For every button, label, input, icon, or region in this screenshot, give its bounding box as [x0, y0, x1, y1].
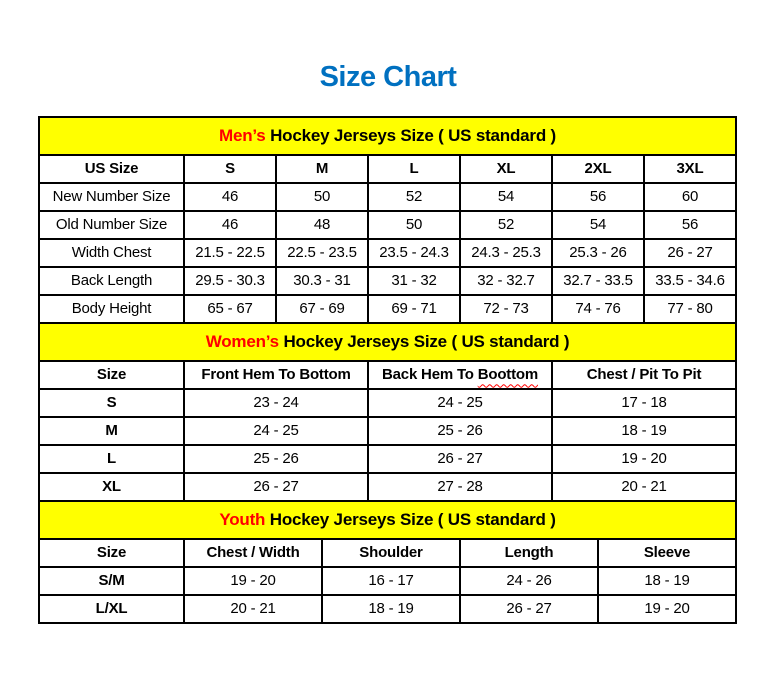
value-cell: 48: [276, 211, 368, 239]
row-label: Back Length: [39, 267, 184, 295]
value-cell: 72 - 73: [460, 295, 552, 323]
row-label: S: [39, 389, 184, 417]
value-cell: 25 - 26: [368, 417, 552, 445]
womens-row-s: [39, 389, 736, 417]
mens-column-header-xl: XL: [460, 155, 552, 183]
value-cell: 17 - 18: [552, 389, 736, 417]
value-cell: 27 - 28: [368, 473, 552, 501]
mens-section-header-red-text: Men’s: [219, 125, 266, 145]
youth-column-header-length: Length: [460, 539, 598, 567]
value-cell: 32.7 - 33.5: [552, 267, 644, 295]
row-label: L: [39, 445, 184, 473]
value-cell: 26 - 27: [368, 445, 552, 473]
youth-row-l-xl: [39, 595, 736, 623]
page-title: Size Chart: [319, 61, 457, 93]
womens-column-header-size: Size: [39, 361, 184, 389]
value-cell: 67 - 69: [276, 295, 368, 323]
mens-row-body-height: [39, 295, 736, 323]
mens-section-header: [39, 117, 736, 155]
row-label: Old Number Size: [39, 211, 184, 239]
size-chart-tables: [38, 116, 735, 624]
value-cell: 26 - 27: [460, 595, 598, 623]
youth-section-header-rest-text: Hockey Jerseys Size ( US standard ): [265, 509, 556, 529]
misspelled-word-underline: Boottom: [477, 366, 538, 384]
mens-section-header-rest-text: Hockey Jerseys Size ( US standard ): [265, 125, 556, 145]
youth-column-header-sleeve: Sleeve: [598, 539, 736, 567]
mens-section-header-row: [39, 117, 736, 155]
youth-section-header: [39, 501, 736, 539]
value-cell: 56: [552, 183, 644, 211]
youth-column-header-size: Size: [39, 539, 184, 567]
value-cell: 20 - 21: [184, 595, 322, 623]
value-cell: 46: [184, 183, 276, 211]
mens-column-header-s: S: [184, 155, 276, 183]
value-cell: 52: [368, 183, 460, 211]
value-cell: 50: [368, 211, 460, 239]
value-cell: 60: [644, 183, 736, 211]
value-cell: 25.3 - 26: [552, 239, 644, 267]
mens-column-header-2xl: 2XL: [552, 155, 644, 183]
value-cell: 50: [276, 183, 368, 211]
value-cell: 18 - 19: [552, 417, 736, 445]
value-cell: 23.5 - 24.3: [368, 239, 460, 267]
youth-size-table: [38, 500, 737, 624]
value-cell: 30.3 - 31: [276, 267, 368, 295]
mens-row-back-length: [39, 267, 736, 295]
row-label: M: [39, 417, 184, 445]
value-cell: 29.5 - 30.3: [184, 267, 276, 295]
row-label: S/M: [39, 567, 184, 595]
womens-row-m: [39, 417, 736, 445]
mens-row-width-chest: [39, 239, 736, 267]
value-cell: 24 - 26: [460, 567, 598, 595]
value-cell: 56: [644, 211, 736, 239]
value-cell: 52: [460, 211, 552, 239]
value-cell: 77 - 80: [644, 295, 736, 323]
value-cell: 54: [552, 211, 644, 239]
value-cell: 24.3 - 25.3: [460, 239, 552, 267]
womens-column-header-back-hem-to-boottom: Back Hem To Boottom: [368, 361, 552, 389]
youth-column-header-row: [39, 539, 736, 567]
value-cell: 74 - 76: [552, 295, 644, 323]
value-cell: 19 - 20: [184, 567, 322, 595]
value-cell: 24 - 25: [184, 417, 368, 445]
value-cell: 65 - 67: [184, 295, 276, 323]
value-cell: 18 - 19: [598, 567, 736, 595]
mens-size-table: [38, 116, 737, 324]
row-label: Body Height: [39, 295, 184, 323]
value-cell: 16 - 17: [322, 567, 460, 595]
value-cell: 26 - 27: [644, 239, 736, 267]
womens-section-header-rest-text: Hockey Jerseys Size ( US standard ): [278, 331, 570, 351]
row-label: XL: [39, 473, 184, 501]
mens-column-header-l: L: [368, 155, 460, 183]
value-cell: 25 - 26: [184, 445, 368, 473]
value-cell: 31 - 32: [368, 267, 460, 295]
womens-section-header-red-text: Women’s: [205, 331, 279, 351]
womens-row-xl: [39, 473, 736, 501]
mens-row-new-number-size: [39, 183, 736, 211]
value-cell: 54: [460, 183, 552, 211]
value-cell: 24 - 25: [368, 389, 552, 417]
womens-section-header: [39, 323, 736, 361]
mens-row-old-number-size: [39, 211, 736, 239]
row-label: Width Chest: [39, 239, 184, 267]
youth-section-header-row: [39, 501, 736, 539]
womens-section-header-row: [39, 323, 736, 361]
value-cell: 46: [184, 211, 276, 239]
value-cell: 19 - 20: [598, 595, 736, 623]
value-cell: 23 - 24: [184, 389, 368, 417]
mens-column-header-3xl: 3XL: [644, 155, 736, 183]
value-cell: 32 - 32.7: [460, 267, 552, 295]
value-cell: 21.5 - 22.5: [184, 239, 276, 267]
value-cell: 26 - 27: [184, 473, 368, 501]
womens-size-table: [38, 322, 737, 502]
womens-row-l: [39, 445, 736, 473]
youth-section-header-red-text: Youth: [219, 509, 266, 529]
value-cell: 69 - 71: [368, 295, 460, 323]
value-cell: 18 - 19: [322, 595, 460, 623]
value-cell: 22.5 - 23.5: [276, 239, 368, 267]
womens-column-header-row: [39, 361, 736, 389]
womens-column-header-front-hem-to-bottom: Front Hem To Bottom: [184, 361, 368, 389]
row-label: L/XL: [39, 595, 184, 623]
value-cell: 33.5 - 34.6: [644, 267, 736, 295]
youth-row-s-m: [39, 567, 736, 595]
value-cell: 19 - 20: [552, 445, 736, 473]
mens-column-header-us-size: US Size: [39, 155, 184, 183]
womens-column-header-chest-pit-to-pit: Chest / Pit To Pit: [552, 361, 736, 389]
value-cell: 20 - 21: [552, 473, 736, 501]
row-label: New Number Size: [39, 183, 184, 211]
youth-column-header-chest-width: Chest / Width: [184, 539, 322, 567]
mens-column-header-m: M: [276, 155, 368, 183]
mens-column-header-row: [39, 155, 736, 183]
youth-column-header-shoulder: Shoulder: [322, 539, 460, 567]
